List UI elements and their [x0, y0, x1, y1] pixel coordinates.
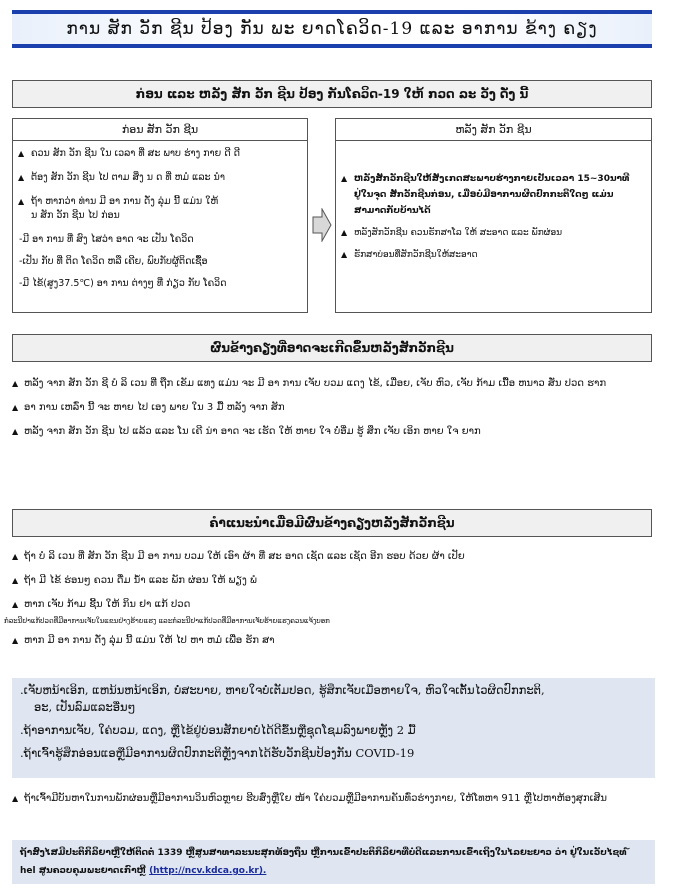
warning-symptoms-panel: [12, 678, 655, 778]
before-bullet: ▲ ຄວນ ສັກ ວັກ ຊີນ ໃນ ເວລາ ທີ່ ສະ ພາບ ຮ່າງ ກາຍ ດີ ດີ: [13, 147, 307, 161]
warning-symptom: .ຖ້າອາການເຈັບ, ໃຄ່ບວມ, ແດງ, ຫຼືໄຂ້ຢູ່ບ່ອນສັກຍາບໍ່ໄດ້ດີຂຶ້ນຫຼືຊຸດໂຊມລົງພາຍຫຼັງ 2 ມື້: [20, 723, 416, 737]
section-advice-heading: ຄຳແນະນຳເມື່ອມີຜົນຂ້າງຄຽງຫລັງສັກວັກຊີນ: [12, 509, 652, 537]
emergency-item: ▲ ຖ້າເຈົ້າມີບັນຫາໃນການພັກຜ່ອນຫຼືມີອາການວິນຫົວຫຼາຍ ຮີບສົ່ງຫຼືໃຍ ໜ້າ ໃຄ່ບວມຫຼືມີອາການຄັນທົ່ວຮ່າງກາຍ, ໃຫ້ໂທຫາ 911 ຫຼືໄປຫາຫ້ອງສຸກເສີນ: [12, 790, 662, 808]
advice-warning: ▲ ຫາກ ມີ ອາ ການ ດັ່ງ ລຸ່ມ ນີ້ ແມ່ນ ໃຫ້ ໄປ ຫາ ຫມໍ ເພື່ອ ຮັກ ສາ: [12, 632, 662, 650]
advice-item: ▲ ຫາກ ເຈັບ ກ້າມ ຊີ້ນ ໃຫ້ ກິນ ຢາ ແກ້ ປວດ: [12, 596, 662, 614]
after-bullet: ▲ ຮັກສາບ່ອນທີ່ສັກວັກຊີນໃຫ້ສະອາດ: [336, 247, 645, 263]
side-effect-item: ▲ ອາ ການ ເຫລົ່າ ນີ້ ຈະ ຫາຍ ໄປ ເອງ ພາຍ ໃນ 3 ມື້ ຫລັງ ຈາກ ສັກ: [12, 398, 662, 418]
after-bullet: ▲ ຫລັງສັກວັກຊີນໃຫ້ສັງເກດສະພາບຮ່າງກາຍເປັນເວລາ 15~30ນາທີຢູ່ໃນຈຸດ ສັກວັກຊີນກ່ອນ, ເມື່ອບໍ່ມີອາການຜິດປົກກະຕິໃດໆ ແມ່ນສາມາດກັບບ້ານໄດ້: [336, 171, 645, 219]
after-vaccination-box: [335, 118, 652, 313]
contact-footer: [12, 840, 655, 884]
arrow-right-icon: [312, 208, 332, 242]
before-bullet: ▲ ຕ້ອງ ສັກ ວັກ ຊີນ ໄປ ຕາມ ສິ່ງ ນ ດ ທີ່ ຫມໍ ແລະ ນຳ: [13, 171, 307, 185]
before-bullet: ▲ ຖ້າ ຫາກວ່າ ທ່ານ ມີ ອາ ການ ດັ່ງ ລຸ່ມ ນີ້ ແມ່ນ ໃຫ້: [13, 195, 307, 209]
warning-symptom: .ເຈັບຫນ້າເອິກ, ແຫນ້ນຫນ້າເອິກ, ບໍ່ສະບາຍ, ຫາຍໃຈບໍ່ເຕັມປອດ, ຮູ້ສຶກເຈັບເມື່ອຫາຍໃຈ, ຫົວໃຈເຕັ້ນໄວຜິດປົກກະຕິ,: [20, 683, 545, 697]
page-title: ການ ສັກ ວັກ ຊີນ ປ້ອງ ກັນ ພະ ຍາດໂຄວິດ-19 ແລະ ອາການ ຂ້າງ ຄຽງ: [66, 19, 598, 39]
advice-item: ▲ ຖ້າ ມີ ໄຂ້ ຮ່ອນໆ ຄວນ ດື່ມ ນ້ຳ ແລະ ພັກ ຜ່ອນ ໃຫ້ ພຽງ ພໍ: [12, 572, 662, 590]
warning-symptom: .ຖ້າເຈົ້າຮູ້ສຶກອ່ອນແອຫຼືມີອາການຜິດປົກກະຕິຫຼັງຈາກໄດ້ຮັບວັກຊີນປ້ອງກັນ COVID-19: [20, 746, 415, 760]
after-bullet: ▲ ຫລັງສັກວັກຊີນ ຄວນຮັກສາໂລ ໃຫ້ ສະອາດ ແລະ ພັກຜ່ອນ: [336, 225, 645, 241]
before-vaccination-header: ກ່ອນ ສັກ ວັກ ຊີນ: [13, 119, 307, 141]
advice-item: ▲ ຖ້າ ບໍ ລິ ເວນ ທີ່ ສັກ ວັກ ຊີນ ມີ ອາ ການ ບວມ ໃຫ້ ເອົາ ຜ້າ ທີ່ ສະ ອາດ ເຊັດ ແລະ ເຊັດ ອີກ ຮອບ ດ້ວຍ ຜ້າ ເປັຍ: [12, 548, 662, 566]
footer-text: ຖ້າສົງໄສມີປະຕິກິລິຍາຫຼືໃຫ້ຕິດຕໍ່ 1339 ຫຼືສູນສາທາລະນະສຸກທ້ອງຖິ່ນ ຫຼືການເຂົ້າປະຕິກິລິຍາທີ່ບໍ່ດີແລະການເຂົ້າເຖິງໃນໄລຍະຍາວ ວ່າ ຢູ່ໃນເວັບໄຊທ ໌ hel ສູນຄວບຄຸມພະຍາດເກົາຫຼີ: [20, 848, 630, 876]
before-bullet-continued: ນ ສັກ ວັກ ຊີນ ໄປ ກ່ອນ: [31, 210, 120, 221]
before-note: -ມີ ໄຂ້(ສູງ37.5℃) ອາ ການ ຕ່າງໆ ທີ່ ກ່ຽວ ກັບ ໂຄວິດ: [19, 278, 227, 289]
before-note: -ມີ ອາ ການ ທີ່ ສົງ ໄສວ່າ ອາດ ຈະ ເປັນ ໂຄວິດ: [19, 234, 194, 245]
side-effects-list: [12, 374, 662, 442]
title-banner: [12, 10, 652, 48]
emergency-advice: [12, 790, 662, 808]
section-precautions-heading: ກ່ອນ ແລະ ຫລັງ ສັກ ວັກ ຊີນ ປ້ອງ ກັນໂຄວິດ-19 ໃຫ້ ກວດ ລະ ວັງ ດັ່ງ ນີ້: [12, 80, 652, 108]
side-effect-item: ▲ ຫລັງ ຈາກ ສັກ ວັກ ຊີ ບໍ ລິ ເວນ ທີ່ ຖືກ ເຂັມ ແທງ ແມ່ນ ຈະ ມີ ອາ ການ ເຈັບ ບວມ ແດງ ໄຂ້, ເມື່ອຍ, ເຈັບ ຫົວ, ເຈັບ ກ້າມ ເນື້ອ ຫນາວ ສັ່ນ ປວດ ຮາກ: [12, 374, 662, 394]
side-effect-item: ▲ ຫລັງ ຈາກ ສັກ ວັກ ຊີນ ໄປ ແລ້ວ ແລະ ໂນ ເຄີ ນ່າ ອາດ ຈະ ເຮັດ ໃຫ້ ຫາຍ ໃຈ ບໍ່ອີ່ມ ຮູ້ ສຶກ ເຈັບ ເອິກ ຫາຍ ໃຈ ຍາກ: [12, 422, 662, 442]
before-vaccination-box: [12, 118, 308, 313]
section-side-effects-heading: ຜົນຂ້າງຄຽງທີ່ອາດຈະເກີດຂຶ້ນຫລັງສັກວັກຊີນ: [12, 334, 652, 362]
kdca-link[interactable]: (http://ncv.kdca.go.kr).: [149, 866, 267, 876]
advice-small-note: ກໍລະນີຢາແກ້ປວດທີ່ມີອາການເຈັບໃນແຂນຢ່າງຮ້າຍແຮງ ແລະກໍລະນີຢາແກ້ປວດທີ່ມີອາການເຈັບຮ້າຍແຮງຄວນແຈ້ງບອກ: [4, 617, 330, 625]
advice-list: [4, 548, 662, 650]
after-vaccination-header: ຫລັງ ສັກ ວັກ ຊີນ: [336, 119, 651, 141]
warning-symptom-continued: ອະ, ເປັນລົມແລະອື່ນໆ: [34, 700, 136, 714]
before-note: -ເປັນ ກັບ ທີ່ ຕິດ ໂຄວິດ ຫລື ເຄີຍ, ພົບກັບຜູ້ຕິດເຊື້ອ: [19, 256, 208, 267]
